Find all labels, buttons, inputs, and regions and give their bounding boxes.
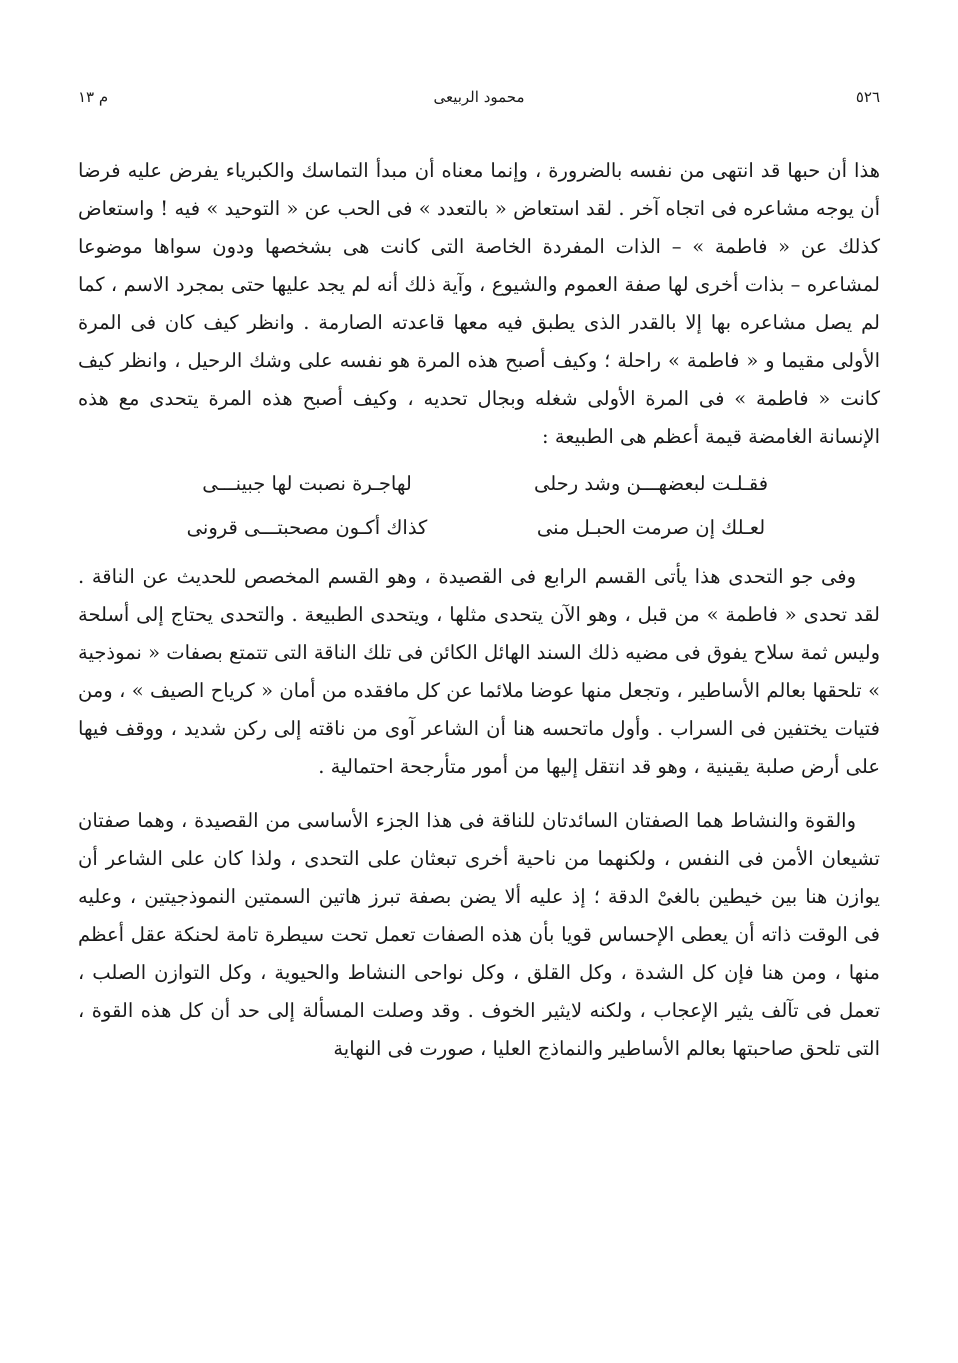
paragraph-3: والقوة والنشاط هما الصفتان السائدتان للناقة فى هذا الجزء الأساسى من القصيدة ، وهما صفتان تشيعان الأمن فى النفس ، ولكنهما من ناحية أخرى تبعثان على التحدى ، ولذا كان على الشاعر أن يوازن هنا بين خيطين بالغىْ الدقة ؛ إذ عليه ألا يضن بصفة تبرز هاتين السمتين النموذجيتين ، وعليه فى الوقت ذاته أن يعطى الإحساس قويا بأن هذه الصفات تعمل تحت سيطرة تامة لحنكة عقل أعظم منها ، ومن هنا فإن كل الشدة ، وكل القلق ، وكل نواحى النشاط والحيوية ، وكل التوازن الصلب ، تعمل فى تآلف يثير الإعجاب ، ولكنه لايثير الخوف . وقد وصلت المسألة إلى حد أن كل هذه القوة ، التى تلحق صاحبتها بعالم الأساطير والنماذج العليا ، صورت فى النهاية [78,809,880,1060]
page-header [78,88,880,114]
poem-line-1-second-hemistich: لهاجـرة نصبت لها جبينـــى [202,472,412,495]
running-title: محمود الربيعى [433,88,525,106]
poem-block [78,462,880,550]
poem-line-2-second-hemistich: كذاك أكـون مصحبتـــى قرونى [186,516,428,539]
page-body [78,152,880,1068]
poem-line-2-first-hemistich: لعـلك إن صرمت الحبـل منى [536,516,766,539]
page-number: ٥٢٦ [855,88,880,106]
poem-line-1 [78,462,880,506]
paragraph-gap [78,786,880,802]
signature-mark: م ١٣ [78,88,109,106]
poem-line-2 [78,506,880,550]
paragraph-2: وفى جو التحدى هذا يأتى القسم الرابع فى القصيدة ، وهو القسم المخصص للحديث عن الناقة . لقد تحدى « فاطمة » من قبل ، وهو الآن يتحدى مثلها ، ويتحدى الطبيعة . والتحدى يحتاج إلى أسلحة وليس ثمة سلاح يفوق فى مضيه ذلك السند الهائل الكائن فى تلك الناقة التى تتمتع بصفات « نموذجية » تلحقها بعالم الأساطير ، وتجعل منها عوضا ملائما عن كل مافقده من أمان « كرياح الصيف » ، ومن فتيات يختفين فى السراب . وأول ماتحسه هنا أن الشاعر آوى من ناقته إلى ركن شديد ، ووقف فيها على أرض صلبة يقينية ، وهو قد انتقل إليها من أمور متأرجحة احتمالية . [78,565,880,778]
paragraph-1: هذا أن حبها قد انتهى من نفسه بالضرورة ، وإنما معناه أن مبدأ التماسك والكبرياء يفرض عليه فرضا أن يوجه مشاعره فى اتجاه آخر . لقد استعاض « بالتعدد » فى الحب عن « التوحيد » فيه ! واستعاض كذلك عن « فاطمة » – الذات المفردة الخاصة التى كانت هى بشخصها ودون سواها موضوعا لمشاعره – بذات أخرى لها صفة العموم والشيوع ، وآية ذلك أنه لم يجد عليها حتى بمجرد الاسم ، كما لم يصل مشاعره بها إلا بالقدر الذى يطبق فيه معها قاعدته الصارمة . وانظر كيف كان فى المرة الأولى مقيما و « فاطمة » راحلة ؛ وكيف أصبح هذه المرة هو نفسه على وشك الرحيل ، وانظر كيف كانت « فاطمة » فى المرة الأولى شغله وبجال تحديه ، وكيف أصبح هذه المرة يتحدى مع هذه الإنسانة الغامضة قيمة أعظم هى الطبيعة : [78,159,880,448]
poem-line-1-first-hemistich: فقـلـت لبعضهـــن وشد رحلى [533,472,769,495]
